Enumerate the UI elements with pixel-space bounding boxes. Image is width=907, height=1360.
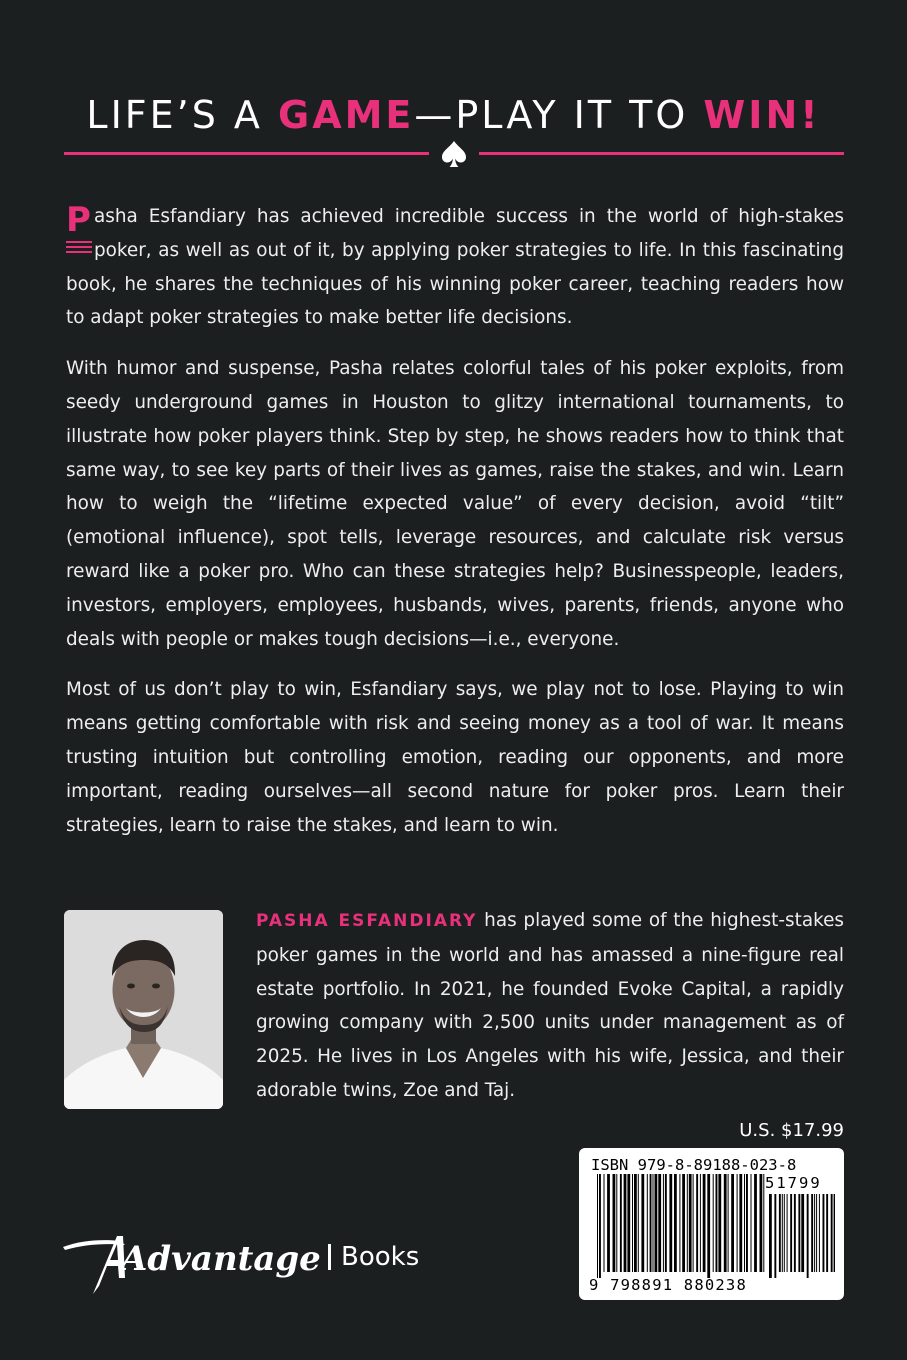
barcode-bar	[674, 1174, 677, 1272]
barcode-bar	[746, 1174, 748, 1272]
barcode-bar	[798, 1194, 800, 1272]
barcode-bar	[696, 1174, 698, 1272]
barcode-bar	[687, 1174, 688, 1272]
barcode-bar	[665, 1174, 667, 1272]
barcode-bar	[801, 1194, 804, 1272]
barcode-bar	[658, 1174, 661, 1272]
barcode-bar	[811, 1194, 813, 1272]
barcode-bar	[751, 1174, 752, 1272]
dropcap-lines	[66, 241, 92, 256]
barcode-bar	[604, 1174, 605, 1272]
barcode-bar	[669, 1174, 672, 1272]
description-paragraph-3: Most of us don’t play to win, Esfandiary says, we play not to lose. Playing to win means getting comfortable with risk and seeing money as a tool of war. It means trusting intuition but controlling emotion, reading our opponents, and more important, reading ourselves—all second nature for poker pros. Learn their strategies, learn to raise the stakes, and learn to win.	[66, 679, 844, 836]
barcode-bar	[728, 1174, 729, 1272]
barcode-bar	[679, 1174, 680, 1272]
barcode-bar	[700, 1174, 701, 1272]
barcode-bar	[779, 1194, 781, 1272]
ean-barcode-bars	[597, 1174, 767, 1278]
dropcap-letter: P	[66, 200, 91, 240]
barcode-bar	[655, 1174, 658, 1272]
description-paragraph-1	[66, 200, 844, 335]
barcode-addon-number: 51799	[765, 1174, 822, 1192]
isbn-barcode	[579, 1148, 844, 1300]
barcode-bar	[620, 1174, 622, 1272]
headline-accent-game: GAME	[278, 93, 415, 138]
addon-barcode-bars	[769, 1194, 835, 1278]
barcode-bar	[599, 1174, 601, 1278]
barcode-bar	[763, 1174, 764, 1272]
barcode-bar	[819, 1194, 820, 1272]
barcode-bar	[790, 1194, 792, 1272]
barcode-bar	[707, 1174, 710, 1278]
barcode-bar	[754, 1174, 757, 1272]
barcode-bar	[693, 1174, 694, 1272]
barcode-bar	[632, 1174, 633, 1272]
barcode-bar	[716, 1174, 718, 1272]
barcode-bar	[831, 1194, 833, 1272]
barcode-bar	[744, 1174, 745, 1272]
price: U.S. $17.99	[739, 1120, 844, 1141]
book-description	[66, 200, 844, 859]
barcode-bar	[616, 1174, 617, 1272]
headline-part-1: LIFE’S A	[86, 93, 279, 138]
barcode-bar	[823, 1194, 825, 1272]
divider-right	[479, 152, 844, 155]
description-paragraph-2: With humor and suspense, Pasha relates colorful tales of his poker exploits, from seedy underground games in Houston to glitzy international tournaments, to illustrate how poker players think. Step by step, he shows readers how to think that same way, to see key parts of their lives as games, raise the stakes, and win. Learn how to weigh the “lifetime expected value” of every decision, avoid “tilt” (emotional influence), spot tells, leverage resources, and calculate risk versus reward like a poker pro. Who can these strategies help? Businesspeople, leaders, investors, employers, employees, husbands, wives, parents, friends, anyone who deals with people or makes tough decisions—i.e., everyone.	[66, 358, 844, 650]
publisher-imprint: Books	[341, 1242, 420, 1272]
description-p1-text: asha Esfandiary has achieved incredible success in the world of high-stakes poker, as well as out of it, by applying poker strategies to life. In this fascinating book, he shares the techniques of his winning poker career, teaching readers how to adapt poker strategies to make better life decisions.	[66, 206, 844, 329]
dropcap	[66, 200, 91, 263]
spade-icon	[438, 138, 470, 170]
barcode-bar	[769, 1194, 772, 1278]
barcode-bar	[647, 1174, 648, 1272]
barcode-bar	[784, 1194, 785, 1272]
barcode-bar	[794, 1194, 796, 1272]
author-bio	[256, 904, 844, 1108]
barcode-bar	[597, 1174, 598, 1278]
barcode-bar	[613, 1174, 616, 1272]
author-bio-text: has played some of the highest-stakes poker games in the world and has amassed a nine-figure real estate portfolio. In 2021, he founded Evoke Capital, a rapidly growing company with 2,500 units under management as of 2025. He lives in Los Angeles with his wife, Jessica, and their adorable twins, Zoe and Taj.	[256, 910, 844, 1101]
barcode-bar	[807, 1194, 809, 1278]
barcode-bar	[787, 1194, 788, 1272]
barcode-bar	[834, 1194, 835, 1272]
author-name: PASHA ESFANDIARY	[256, 911, 478, 931]
publisher-logo	[63, 1228, 423, 1298]
headline	[0, 93, 907, 137]
publisher-separator	[328, 1244, 331, 1270]
barcode-bar	[826, 1194, 828, 1272]
barcode-bar	[782, 1194, 783, 1272]
barcode-bar	[641, 1174, 644, 1272]
barcode-bar	[713, 1174, 714, 1272]
barcode-bar	[682, 1174, 685, 1272]
ean-number: 9 798891 880238	[589, 1276, 747, 1294]
advantage-logo-icon	[63, 1228, 323, 1298]
barcode-bar	[814, 1194, 815, 1272]
isbn-label: ISBN 979-8-89188-023-8	[591, 1156, 797, 1174]
barcode-bar	[718, 1174, 721, 1272]
barcode-bar	[737, 1174, 738, 1272]
barcode-bar	[650, 1174, 652, 1272]
barcode-bar	[724, 1174, 727, 1272]
barcode-bar	[689, 1174, 692, 1272]
headline-part-2: —PLAY IT TO	[414, 93, 704, 138]
headline-accent-win: WIN!	[703, 93, 821, 138]
publisher-logo-text: Advantage	[121, 1239, 321, 1279]
author-photo	[64, 910, 223, 1109]
barcode-bar	[634, 1174, 637, 1272]
barcode-bar	[731, 1174, 734, 1272]
barcode-bar	[653, 1174, 654, 1272]
barcode-bar	[627, 1174, 630, 1272]
divider-left	[64, 152, 429, 155]
barcode-bar	[816, 1194, 817, 1272]
barcode-bar	[607, 1174, 610, 1272]
barcode-bar	[663, 1174, 664, 1272]
barcode-bar	[703, 1174, 706, 1272]
barcode-bar	[638, 1174, 639, 1272]
barcode-bar	[624, 1174, 627, 1272]
barcode-bar	[760, 1174, 763, 1272]
barcode-bar	[774, 1194, 776, 1278]
barcode-bar	[739, 1174, 742, 1272]
